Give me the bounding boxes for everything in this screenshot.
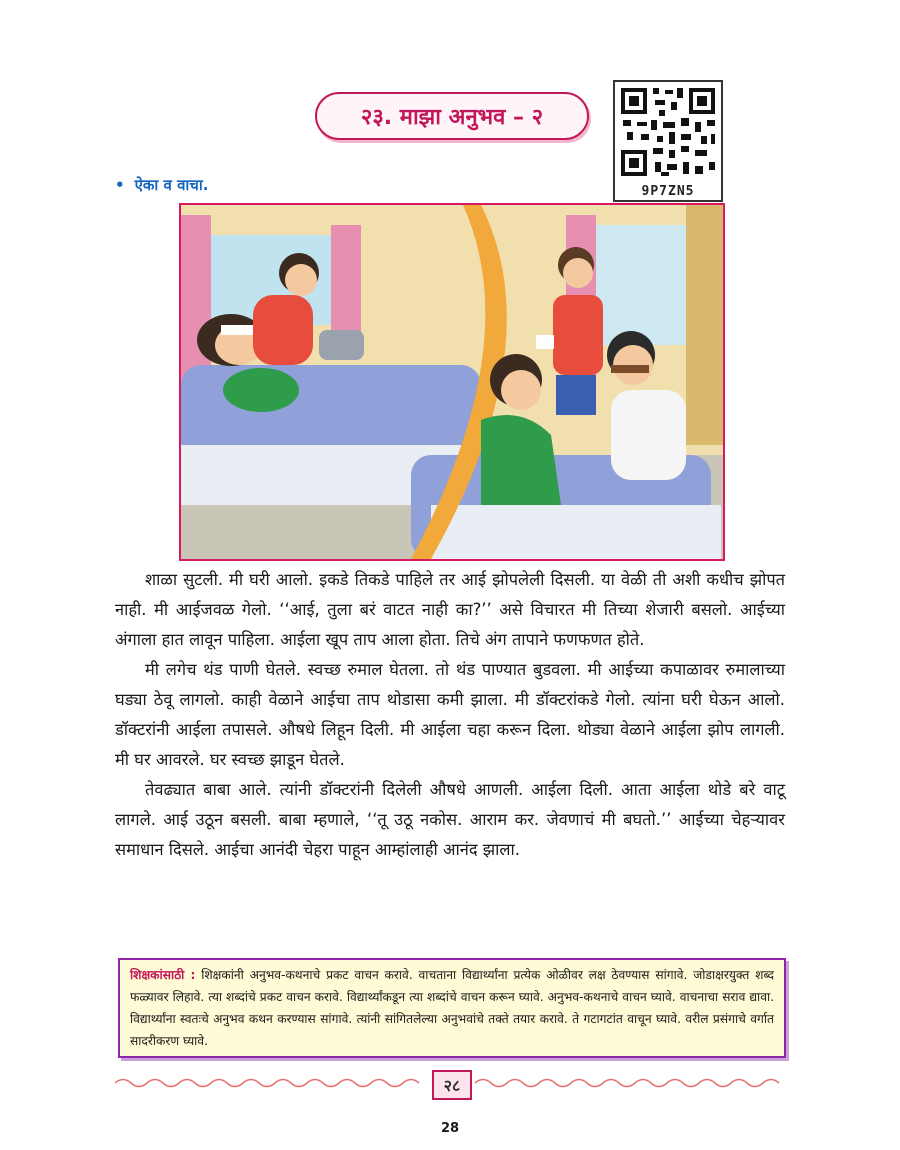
- page-number-marathi-text: २८: [443, 1076, 461, 1095]
- instruction-text: ऐका व वाचा.: [134, 176, 209, 194]
- qr-code-label: 9P7ZN5: [641, 184, 695, 199]
- qr-code[interactable]: [613, 80, 723, 202]
- chapter-title-box: [315, 92, 589, 140]
- paragraph: मी लगेच थंड पाणी घेतले. स्वच्छ रुमाल घेतला. तो थंड पाण्यात बुडवला. मी आईच्या कपाळावर रुमालाच्या घड्या ठेवू लागलो. काही वेळाने आईचा ताप थोडासा कमी झाला. मी डॉक्टरांकडे गेलो. त्यांना घरी घेऊन आलो. डॉक्टरांनी आईला तपासले. औषधे लिहून दिली. मी आईला चहा करून दिला. थोड्या वेळाने आईला झोप लागली. मी घर आवरले. घर स्वच्छ झाडून घेतले.: [115, 660, 785, 769]
- bullet-icon: •: [115, 176, 125, 194]
- story-illustration: [179, 203, 725, 561]
- qr-code-icon: [615, 82, 721, 182]
- paragraph: शाळा सुटली. मी घरी आलो. इकडे तिकडे पाहिले तर आई झोपलेली दिसली. या वेळी ती अशी कधीच झोपत नाही. मी आईजवळ गेलो. ‘‘आई, तुला बरं वाटत नाही का?’’ असे विचारत मी तिच्या शेजारी बसलो. आईच्या अंगाला हात लावून पाहिला. आईला खूप ताप आला होता. तिचे अंग तापाने फणफणत होते.: [115, 570, 785, 649]
- teacher-note: [118, 958, 786, 1058]
- instruction: [115, 175, 208, 195]
- page-number-marathi: [432, 1070, 472, 1100]
- page-number: 28: [440, 1121, 460, 1136]
- teacher-note-label: शिक्षकांसाठी :: [130, 968, 196, 982]
- chapter-title: २३. माझा अनुभव – २: [360, 105, 544, 130]
- paragraph: तेवढ्यात बाबा आले. त्यांनी डॉक्टरांनी दिलेली औषधे आणली. आईला दिली. आता आईला थोडे बरे वाटू लागले. आई उठून बसली. बाबा म्हणाले, ‘‘तू उठू नकोस. आराम कर. जेवणाचं मी बघतो.’’ आईच्या चेहऱ्यावर समाधान दिसले. आईचा आनंदी चेहरा पाहून आम्हांलाही आनंद झाला.: [115, 780, 785, 859]
- family-caring-sick-mother-illustration-icon: [181, 205, 723, 559]
- story-text: [115, 565, 785, 865]
- teacher-note-text: शिक्षकांनी अनुभव-कथनाचे प्रकट वाचन करावे. वाचताना विद्यार्थ्यांना प्रत्येक ओळीवर लक्ष ठेवण्यास सांगावे. जोडाक्षरयुक्त शब्द फळ्यावर लिहावे. त्या शब्दांचे प्रकट वाचन करावे. विद्यार्थ्यांकडून त्या शब्दांचे वाचन करून घ्यावे. अनुभव-कथनाचे वाचन घ्यावे. वाचनाचा सराव द्यावा. विद्यार्थ्यांना स्वतःचे अनुभव कथन करण्यास सांगावे. त्यांनी सांगितलेल्या अनुभवांचे तक्ते तयार करावे. ते गटागटांत वाचून घ्यावे. वरील प्रसंगाचे वर्गात सादरीकरण घ्यावे.: [130, 968, 774, 1048]
